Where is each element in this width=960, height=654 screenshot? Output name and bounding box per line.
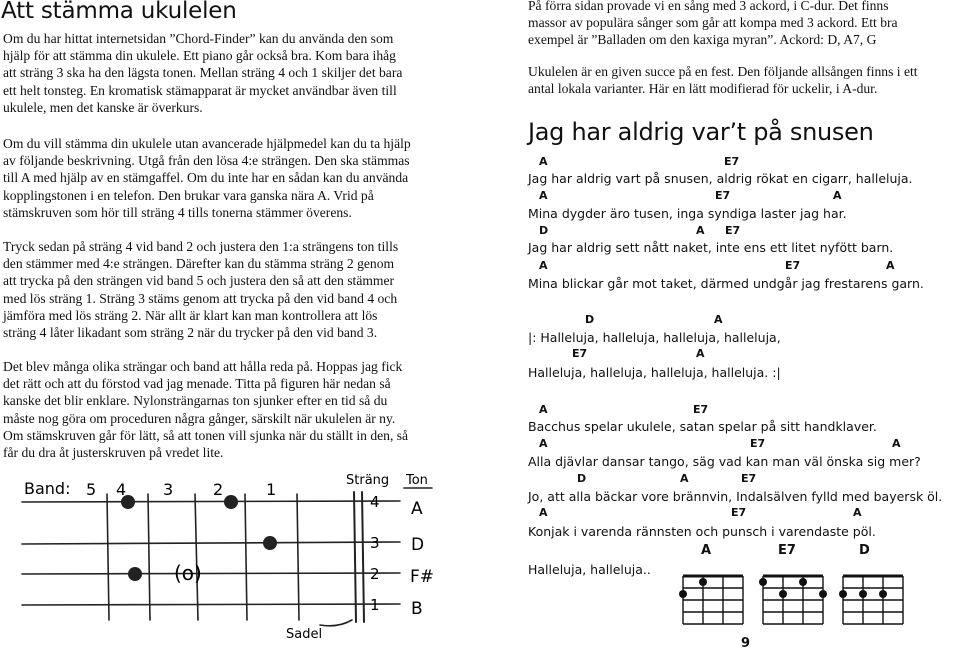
- chord-label: E7: [725, 224, 741, 237]
- text-line: massor av populära sånger som går att kompa med 3 ackord. Ett bra: [528, 15, 898, 31]
- tone-label: Ton: [406, 473, 428, 488]
- song-intro-paragraph: [528, 0, 960, 49]
- text-line: antal lokala varianter. Här en lätt modifierad för uckelir, i A-dur.: [528, 81, 878, 97]
- chord-label: E7: [750, 437, 766, 450]
- finger-dot: [699, 578, 707, 586]
- chord-label: E7: [778, 543, 796, 558]
- fret-number: 3: [163, 480, 174, 499]
- text-line: Om stämskruven går för lätt, så att tonen vill sjunka när du ställt in den, så: [3, 427, 409, 443]
- chord-label: A: [680, 472, 689, 485]
- lyric-line: |: Halleluja, halleluja, halleluja, halleluja,: [528, 330, 781, 345]
- chord-label: A: [701, 543, 712, 558]
- fret-paragraph: [3, 238, 466, 341]
- saddle-label: Sadel: [286, 627, 323, 642]
- intro-paragraph: [3, 30, 466, 116]
- tone-name: D: [411, 535, 425, 555]
- chord-label: A: [539, 506, 548, 519]
- finger-dot: [224, 495, 238, 509]
- string-number: 2: [370, 565, 380, 583]
- chord-label: A: [696, 347, 705, 360]
- string-number: 3: [370, 534, 380, 552]
- lyric-line: Mina blickar går mot taket, därmed undgår jag frestarens garn.: [528, 276, 924, 291]
- fret-line: [245, 494, 247, 620]
- finger-dot: [679, 590, 687, 598]
- text-line: På förra sidan provade vi en sång med 3 ackord, i C-dur. Det finns: [528, 0, 889, 13]
- tone-name: B: [411, 599, 423, 619]
- fret-line: [297, 494, 299, 620]
- song-title: Jag har aldrig var’t på snusen: [528, 118, 874, 146]
- finger-dot: [263, 536, 277, 550]
- chord-label: E7: [572, 347, 588, 360]
- finger-dot: [859, 590, 867, 598]
- chord-label: E7: [724, 155, 740, 168]
- chord-label: E7: [731, 506, 747, 519]
- chord-diagram-d: [838, 570, 908, 626]
- string-number: 1: [370, 596, 380, 614]
- chord-label: A: [853, 506, 862, 519]
- text-line: av följande beskrivning. Utgå från den lösa 4:e strängen. Den ska stämmas: [3, 153, 410, 169]
- chord-label: A: [539, 437, 548, 450]
- chord-label: E7: [741, 472, 757, 485]
- string-line: [22, 573, 400, 574]
- text-line: måste nog göra om proceduren några gånger, särskilt när ukulelen är ny.: [3, 410, 396, 426]
- text-line: Ukulelen är en given succe på en fest. Den följande allsången finns i ett: [528, 64, 918, 79]
- text-line: får du dra åt justerskruven på vredet lite.: [3, 445, 224, 461]
- lyric-line: Mina dygder äro tusen, inga syndiga laster jag har.: [528, 206, 847, 221]
- lyric-line: Jo, att alla bäckar vore brännvin, Indalsälven fylld med bayersk öl.: [528, 489, 943, 504]
- finger-dot: [759, 578, 767, 586]
- text-line: till A med hjälp av en stämgaffel. Om du inte har en sådan kan du använda: [3, 170, 409, 186]
- finger-dot: [819, 590, 827, 598]
- chord-label: E7: [785, 259, 801, 272]
- text-line: att sträng 3 ska ha den lägsta tonen. Mellan sträng 4 och 1 skiljer det bara: [3, 65, 403, 81]
- text-line: Om du vill stämma din ukulele utan avancerade hjälpmedel kan du ta hjälp: [3, 136, 411, 151]
- fret-number: 4: [116, 480, 127, 499]
- lyric-line: Alla djävlar dansar tango, säg vad kan man väl önska sig mer?: [528, 454, 921, 469]
- text-line: sträng 4 låter likadant som sträng 2 när du trycker på den vid band 3.: [3, 325, 378, 341]
- tone-name: A: [411, 499, 423, 519]
- tone-name: F#: [410, 567, 435, 587]
- text-line: jämföra med lös sträng 2. När allt är klart kan man kontrollera att lös: [3, 307, 378, 323]
- chord-label: A: [539, 403, 548, 416]
- string-label: Sträng: [346, 473, 390, 488]
- saddle-line: [354, 492, 356, 622]
- text-line: ukulele, men det kanske är överkurs.: [3, 99, 203, 115]
- chord-label: A: [539, 189, 548, 202]
- chord-label: E7: [693, 403, 709, 416]
- finger-dot: [839, 590, 847, 598]
- lyric-line: Bacchus spelar ukulele, satan spelar på sitt handklaver.: [528, 419, 877, 434]
- chord-label: D: [577, 472, 587, 485]
- fret-number: 5: [86, 480, 97, 499]
- chord-label: E7: [715, 189, 731, 202]
- chord-label: A: [696, 224, 705, 237]
- finger-dot: [799, 578, 807, 586]
- string-line: [22, 542, 400, 544]
- text-line: att trycka på den strängen vid band 5 och justera den så att den stämmer: [3, 273, 395, 289]
- string-line: [22, 501, 400, 502]
- text-line: kopplingstonen i en telefon. Den brukar vara ganska nära A. Vrid på: [3, 187, 374, 203]
- chord-label: D: [539, 224, 549, 237]
- fret-line: [148, 494, 150, 620]
- chord-label: A: [714, 313, 723, 326]
- text-line: Det blev många olika strängar och band att hålla reda på. Hoppas jag fick: [3, 359, 403, 374]
- saddle-line: [362, 492, 364, 622]
- chord-label: A: [539, 155, 548, 168]
- lyric-line: Halleluja, halleluja..: [528, 562, 651, 577]
- text-line: exempel är ”Balladen om den kaxiga myran”. Ackord: D, A7, G: [528, 32, 877, 48]
- fret-number: 1: [266, 480, 277, 499]
- text-line: hjälp för att stämma din ukulele. Ett piano går också bra. Kom bara ihåg: [3, 48, 396, 64]
- party-paragraph: [528, 63, 960, 97]
- text-line: stämskruven som hör till sträng 4 tills tonerna stämmer överens.: [3, 204, 352, 220]
- text-line: med lös sträng 1. Sträng 3 stäms genom att trycka på den vid band 4 och: [3, 290, 398, 306]
- open-string-marker: (o): [174, 561, 202, 585]
- text-line: Om du har hittat internetsidan ”Chord-Finder” kan du använda den som: [3, 31, 394, 46]
- fret-number: 2: [213, 480, 224, 499]
- chord-label: A: [892, 437, 901, 450]
- fretboard-figure: [0, 470, 470, 650]
- lyric-line: Jag har aldrig sett nått naket, inte ens ett litet nyfött barn.: [528, 240, 894, 255]
- finger-dot: [128, 567, 142, 581]
- right-column: [528, 0, 960, 654]
- lyric-line: Halleluja, halleluja, halleluja, halleluja. :|: [528, 365, 781, 380]
- lyric-line: Konjak i varenda rännsten och punsch i varendaste pöl.: [528, 524, 876, 539]
- text-line: Tryck sedan på sträng 4 vid band 2 och justera den 1:a strängens ton tills: [3, 239, 399, 254]
- page-title: Att stämma ukulelen: [1, 0, 237, 24]
- text-line: kanske det blir enklare. Nylonsträngarnas ton sjunker efter en tid så du: [3, 393, 388, 409]
- finger-dot: [879, 590, 887, 598]
- text-line: det rätt och att du förstod vad jag menade. Titta på figuren här nedan så: [3, 376, 391, 392]
- text-line: den stämmer med 4:e strängen. Därefter kan du stämma sträng 2 genom: [3, 256, 395, 272]
- finger-dot: [779, 590, 787, 598]
- tuning-paragraph: [3, 135, 466, 221]
- saddle-arrow: [320, 620, 352, 626]
- string-number: 4: [370, 493, 380, 511]
- fret-line: [107, 494, 109, 620]
- summary-paragraph: [3, 358, 466, 461]
- chord-label: D: [859, 543, 870, 558]
- chord-diagram-e7: [758, 570, 828, 626]
- string-line: [22, 604, 400, 605]
- chord-label: D: [585, 313, 595, 326]
- chord-label: A: [833, 189, 842, 202]
- fret-line: [195, 494, 198, 620]
- lyric-line: Jag har aldrig vart på snusen, aldrig rökat en cigarr, halleluja.: [528, 171, 913, 186]
- page-number: 9: [741, 636, 751, 651]
- chord-diagram-a: [678, 570, 748, 626]
- band-label: Band:: [24, 479, 71, 498]
- chord-label: A: [886, 259, 895, 272]
- chord-label: A: [539, 259, 548, 272]
- left-column: [0, 0, 470, 654]
- text-line: ett helt tonsteg. En kromatisk stämapparat är mycket användbar även till: [3, 82, 397, 98]
